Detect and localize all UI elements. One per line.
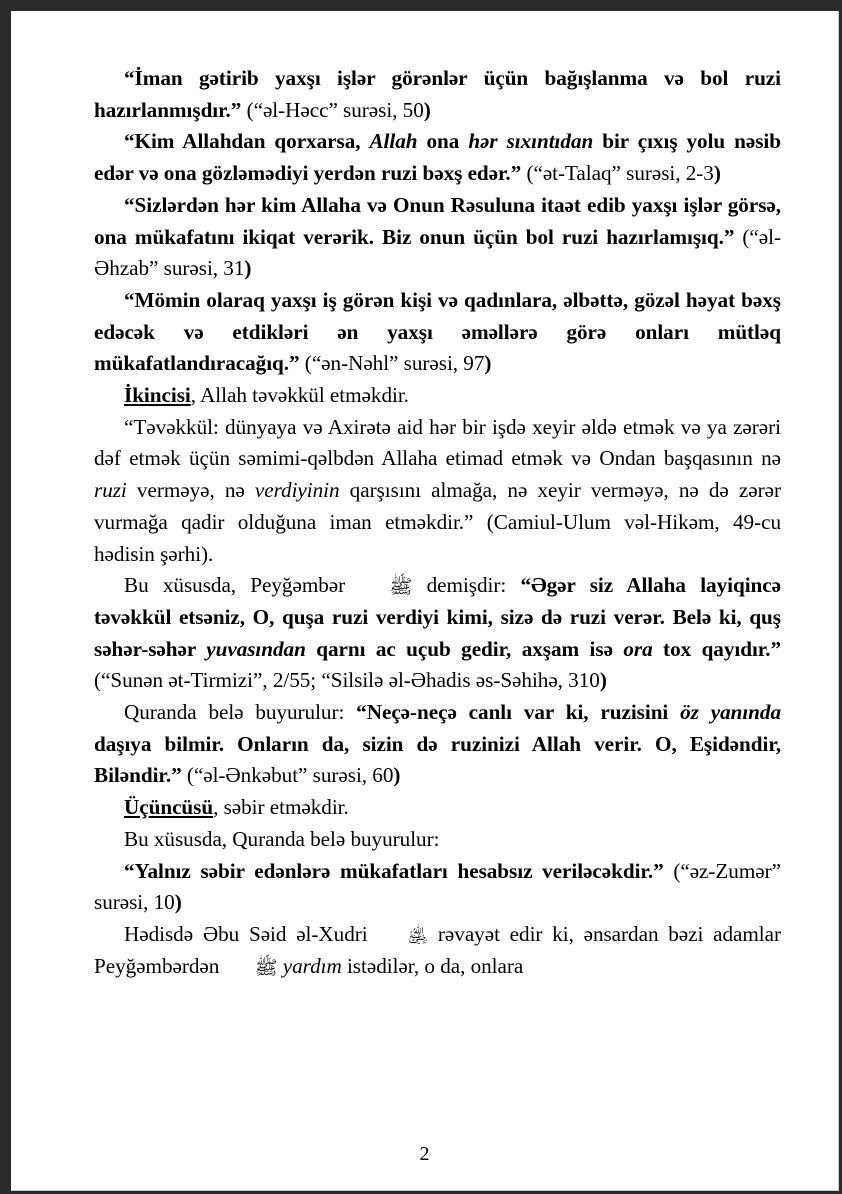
- text-run: (“əl-Əhzab” surəsi, 31: [94, 224, 781, 281]
- text-run: “Sizlərdən hər kim Allaha və Onun Rəsuluna itaət edib yaxşı işlər görsə, ona mükafatını ikiqat verərik. Biz onun üçün bol ruzi hazırlamışıq.”: [94, 192, 781, 249]
- text-run: Üçüncüsü: [124, 795, 214, 820]
- text-run: “Əgər siz Allaha layiqincə təvəkkül etsəniz, O, quşa ruzi verdiyi kimi, sizə də ruzi verər. Belə ki, quş səhər-səhər: [94, 573, 781, 661]
- text-run: bir çıxış yolu nəsib edər və ona gözləmədiyi yerdən ruzi bəxş edər.”: [94, 129, 781, 186]
- paragraph: [94, 63, 781, 126]
- text-run: ): [244, 256, 252, 281]
- text-run: hər sıxıntıdan: [468, 129, 594, 154]
- text-run: (“Sunən ət-Tirmizi”, 2/55; “Silsilə əl-Əhadis əs-Səhihə, 310: [94, 668, 600, 693]
- paragraph: Hədisdə Əbu Səid əl-Xudri ﵁ rəvayət edir ki, ənsardan bəzi adamlar Peyğəmbərdən ﷺ yardım istədilər, o da, onlara: [94, 921, 782, 979]
- text-run: yardım: [282, 953, 342, 978]
- text-run: , Allah təvəkkül etməkdir.: [190, 383, 409, 408]
- text-run: “İman gətirib yaxşı işlər görənlər üçün bağışlanma və bol ruzi hazırlanmışdır.”: [94, 66, 781, 122]
- text-run: “Mömin olaraq yaxşı iş görən kişi və qadınlara, əlbəttə, gözəl həyat bəxş edəcək və etdikləri ən yaxşı əməllərə görə onları mütləq mükafatlandıracağıq.”: [94, 287, 781, 376]
- page-sheet: [11, 11, 839, 1191]
- text-run: daşıya bilmir. Onların da, sizin də ruzinizi Allah verir. O, Eşidəndir, Biləndir.”: [94, 731, 781, 788]
- text-run: Bu xüsusda, Quranda belə buyurulur:: [124, 826, 440, 851]
- paragraph: [94, 126, 781, 189]
- paragraph: [94, 190, 781, 285]
- paragraph: Bu xüsusda, Peyğəmbər ﷺ demişdir: “Əgər siz Allaha layiqincə təvəkkül etsəniz, O, quşa ruzi verdiyi kimi, sizə də ruzi verər. Belə ki, quş səhər-səhər yuvasından qarnı ac uçub gedir, axşam isə ora tox qayıdır.” (“Sunən ət-Tirmizi”, 2/55; “Silsilə əl-Əhadis əs-Səhihə, 310): [94, 573, 781, 693]
- text-run: Bu xüsusda, Peyğəmbər: [124, 573, 360, 598]
- text-run: “Neçə-neçə canlı var ki, ruzisini: [356, 700, 681, 725]
- text-run: , səbir etməkdir.: [213, 795, 349, 820]
- paragraph: [94, 856, 781, 919]
- text-run: (“ən-Nəhl” surəsi, 97: [299, 351, 485, 376]
- text-run: “Təvəkkül: dünyaya və Axirətə aid hər bir işdə xeyir əldə etmək və ya zərəri dəf etmək üçün səmimi-qəlbdən Allaha etimad etmək və Ondan başqasının nə: [94, 414, 781, 471]
- text-run: ona: [417, 129, 469, 154]
- body-text-column: [94, 63, 781, 982]
- text-run: ): [423, 97, 431, 122]
- text-run: ): [713, 161, 721, 186]
- text-run: ruzi: [94, 478, 127, 503]
- text-run: ): [393, 763, 401, 788]
- text-run: yuvasından: [206, 636, 306, 661]
- text-run: istədilər, o da, onlara: [341, 953, 524, 978]
- page-number: 2: [419, 1143, 430, 1165]
- text-run: öz yanında: [680, 700, 781, 725]
- text-run: “Kim Allahdan qorxarsa,: [124, 129, 370, 154]
- text-run: verdiyinin: [254, 478, 340, 503]
- paragraph: [94, 824, 781, 856]
- text-run: verməyə, nə: [126, 478, 255, 503]
- text-run: ): [484, 351, 492, 376]
- paragraph: [94, 697, 781, 792]
- paragraph: [94, 412, 781, 571]
- text-run: (“ət-Talaq” surəsi, 2-3: [521, 161, 714, 186]
- text-run: İkincisi: [124, 383, 191, 408]
- text-run: ): [174, 890, 182, 915]
- paragraph: [94, 285, 781, 380]
- text-run: “Yalnız səbir edənlərə mükafatları hesabsız veriləcəkdir.”: [124, 858, 664, 883]
- text-run: tox qayıdır.”: [652, 636, 781, 661]
- text-run: Quranda belə buyurulur:: [124, 700, 357, 725]
- text-run: Hədisdə Əbu Səid əl-Xudri: [124, 921, 378, 946]
- text-run: (“əl-Ənkəbut” surəsi, 60: [181, 763, 394, 788]
- text-run: (“əz-Zumər” surəsi, 10: [94, 858, 781, 915]
- text-run: rəvayət edir ki, ənsardan bəzi adamlar Peyğəmbərdən: [94, 921, 782, 978]
- text-run: qarşısını almağa, nə xeyir verməyə, nə də zərər vurmağa qadir olduğuna iman etməkdir.” (Camiul-Ulum vəl-Hikəm, 49-cu hədisin şərhi).: [94, 478, 781, 566]
- paragraph: [94, 380, 781, 412]
- paragraph: [94, 792, 781, 824]
- text-run: qarnı ac uçub gedir, axşam isə: [305, 636, 624, 661]
- text-run: ): [599, 668, 607, 693]
- text-run: demişdir:: [412, 573, 521, 598]
- text-run: ora: [623, 636, 653, 661]
- text-run: Allah: [369, 129, 418, 154]
- text-run: (“əl-Həcc” surəsi, 50: [241, 97, 424, 122]
